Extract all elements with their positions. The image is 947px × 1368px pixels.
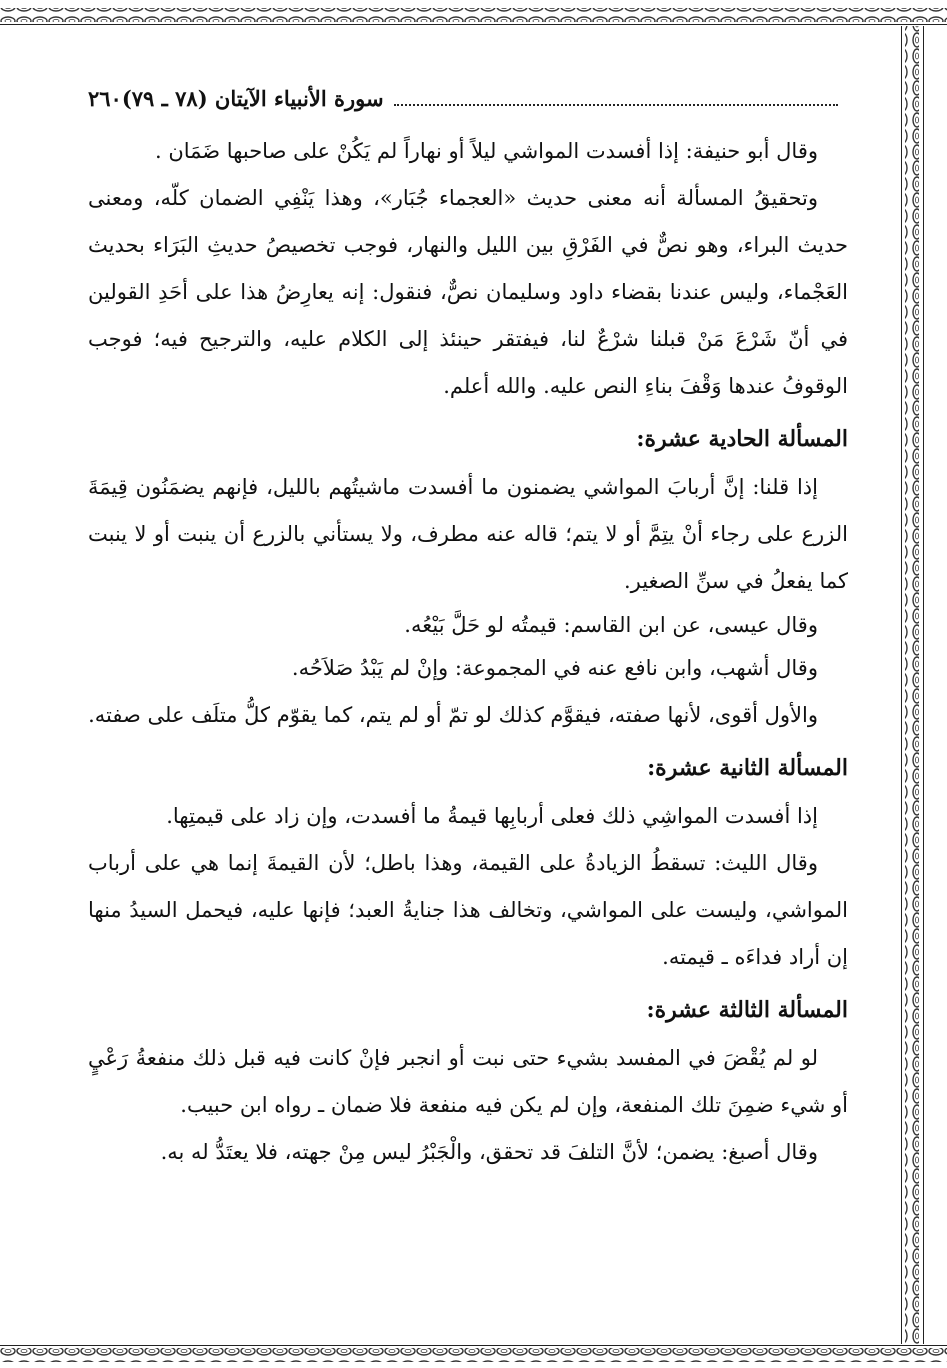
paragraph: وقال الليث: تسقطُ الزيادةُ على القيمة، وهذا باطل؛ لأن القيمةَ إنما هي على أرباب المواشي، وليست على المواشي، وتخالف هذا جنايةُ العبد؛ فإنها عليه، فيحمل السيدُ منها إن أراد فداءَه ـ قيمته.	[88, 851, 848, 969]
paragraph: وقال أشهب، وابن نافع عنه في المجموعة: وإنْ لم يَبْدُ صَلاَحُه.	[291, 656, 818, 680]
header-title: سورة الأنبياء الآيتان (٧٨ ـ ٧٩)	[121, 86, 384, 111]
paragraph: إذا أفسدت المواشِي ذلك فعلى أربابِها قيمةُ ما أفسدت، وإن زاد على قيمتِها.	[166, 804, 818, 828]
header-dots	[394, 88, 838, 106]
page-number: ٢٦٠	[88, 86, 122, 111]
running-header	[88, 82, 848, 116]
paragraph: وقال أبو حنيفة: إذا أفسدت المواشي ليلاً أو نهاراً لم يَكُنْ على صاحبها ضَمَان .	[154, 139, 818, 163]
page-body	[88, 82, 848, 1322]
paragraph: وقال عيسى، عن ابن القاسم: قيمتُه لو حَلَّ بَيْعُه.	[404, 613, 818, 637]
paragraph: وقال أصبغ: يضمن؛ لأنَّ التلفَ قد تحقق، والْجَبْرُ ليس مِنْ جهته، فلا يعتَدُّ له به.	[160, 1140, 818, 1164]
section-heading: المسألة الثالثة عشرة:	[646, 997, 848, 1023]
section-heading: المسألة الثانية عشرة:	[647, 755, 848, 781]
paragraph: وتحقيقُ المسألة أنه معنى حديث «العجماء جُبَار»، وهذا يَنْفِي الضمان كلّه، ومعنى حديث البراء، وهو نصٌّ في الفَرْقِ بين الليل والنهار، فوجب تخصيصُ حديثِ البَرَاء بحديث العَجْماء، وليس عندنا بقضاء داود وسليمان نصٌّ، فنقول: إنه يعارِضُ هذا على أحَدِ القولين في أنّ شَرْعَ مَنْ قبلنا شرْعٌ لنا، فيفتقر حينئذ إلى الكلام عليه، والترجيح فيه؛ فوجب الوقوفُ عندها وَقْفَ بناءِ النص عليه. والله أعلم.	[88, 186, 848, 398]
paragraph: إذا قلنا: إنَّ أربابَ المواشي يضمنون ما أفسدت ماشيتُهم بالليل، فإنهم يضمَنُون قِيمَةَ الزرع على رجاء أنْ يتِمَّ أو لا يتم؛ قاله عنه مطرف، ولا يستأني بالزرع أن ينبت أو لا ينبت كما يفعلُ في سنِّ الصغير.	[88, 475, 848, 593]
section-heading: المسألة الحادية عشرة:	[636, 426, 848, 452]
paragraph: لو لم يُقْضَ في المفسد بشيء حتى نبت أو انجبر فإنْ كانت فيه قبل ذلك منفعةُ رَعْيٍ أو شيء ضمِنَ تلك المنفعة، وإن لم يكن فيه منفعة فلا ضمان ـ رواه ابن حبيب.	[88, 1046, 848, 1117]
paragraph: والأول أقوى، لأنها صفته، فيقوَّم كذلك لو تمّ أو لم يتم، كما يقوّم كلُّ متلَف على صفته.	[88, 703, 818, 727]
